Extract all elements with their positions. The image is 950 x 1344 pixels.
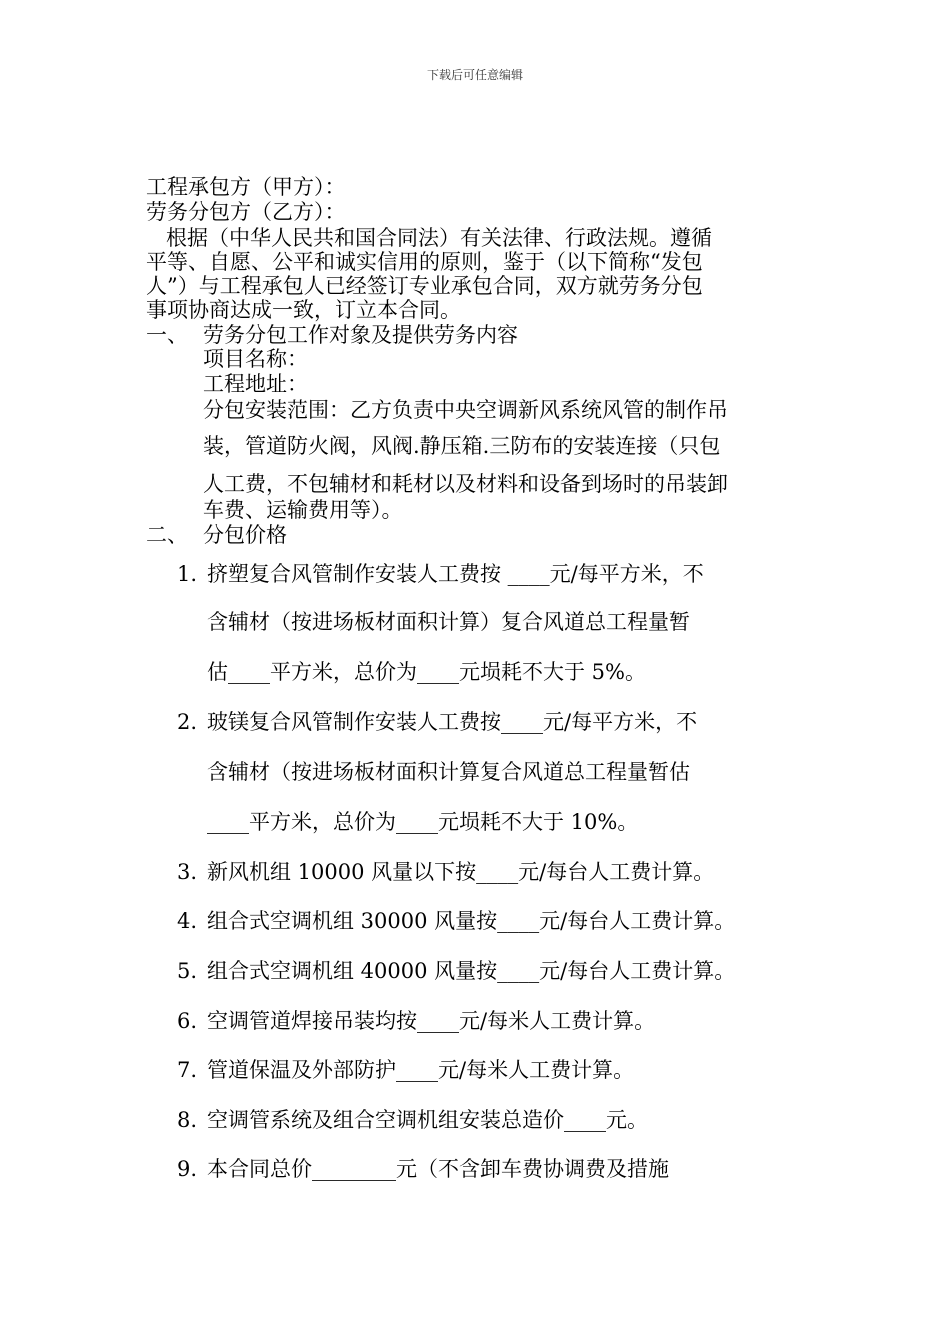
list-item-line: ____平方米，总价为____元埙耗不大于 10%。 (207, 810, 639, 834)
intro-line: 根据（中华人民共和国合同法）有关法律、行政法规。遵循 (166, 226, 712, 250)
list-item-line: 挤塑复合风管制作安装人工费按 ____元/每平方米，不 (207, 562, 704, 586)
list-item-line: 玻镁复合风管制作安装人工费按____元/每平方米，不 (207, 710, 698, 734)
party-a-label: 工程承包方（甲方）： (146, 175, 346, 199)
scope-line: 装，管道防火阀，风阀.静压箱.三防布的安装连接（只包 (203, 434, 721, 458)
list-item-line: 空调管系统及组合空调机组安装总造价____元。 (207, 1108, 648, 1132)
list-item-number: 9. (177, 1157, 198, 1181)
section-title: 劳务分包工作对象及提供劳务内容 (203, 323, 518, 347)
intro-line: 事项协商达成一致，订立本合同。 (146, 298, 461, 322)
project-address-label: 工程地址： (203, 372, 308, 396)
list-item-line: 估____平方米，总价为____元埙耗不大于 5%。 (207, 660, 646, 684)
project-name-label: 项目名称： (203, 347, 308, 371)
list-item-number: 8. (177, 1108, 198, 1132)
list-item-line: 空调管道焊接吊装均按____元/每米人工费计算。 (207, 1009, 656, 1033)
list-item-number: 6. (177, 1009, 198, 1033)
party-b-label: 劳务分包方（乙方）： (146, 200, 346, 224)
section-number: 二、 (146, 523, 188, 547)
list-item-number: 7. (177, 1058, 198, 1082)
list-item-line: 新风机组 10000 风量以下按____元/每台人工费计算。 (207, 860, 715, 884)
list-item-number: 3. (177, 860, 198, 884)
scope-line: 车费、运输费用等）。 (203, 498, 403, 522)
list-item-line: 含辅材（按进场板材面积计算）复合风道总工程量暂 (207, 610, 690, 634)
page-header: 下载后可任意编辑 (426, 68, 523, 82)
list-item-line: 组合式空调机组 40000 风量按____元/每台人工费计算。 (207, 959, 736, 983)
list-item-line: 含辅材（按进场板材面积计算复合风道总工程量暂估 (207, 760, 690, 784)
list-item-line: 组合式空调机组 30000 风量按____元/每台人工费计算。 (207, 909, 736, 933)
list-item-number: 4. (177, 909, 198, 933)
intro-line: 人”）与工程承包人已经签订专业承包合同，双方就劳务分包 (146, 274, 703, 298)
list-item-number: 2. (177, 710, 198, 734)
list-item-line: 本合同总价________元（不含卸车费协调费及措施 (207, 1157, 669, 1181)
scope-line: 人工费，不包辅材和耗材以及材料和设备到场时的吊装卸 (203, 472, 728, 496)
section-title: 分包价格 (203, 523, 287, 547)
list-item-number: 5. (177, 959, 198, 983)
section-number: 一、 (146, 323, 188, 347)
intro-line: 平等、自愿、公平和诚实信用的原则，鉴于（以下简称“发包 (146, 250, 703, 274)
list-item-line: 管道保温及外部防护____元/每米人工费计算。 (207, 1058, 635, 1082)
list-item-number: 1. (177, 562, 198, 586)
scope-line: 分包安装范围：乙方负责中央空调新风系统风管的制作吊 (203, 398, 728, 422)
